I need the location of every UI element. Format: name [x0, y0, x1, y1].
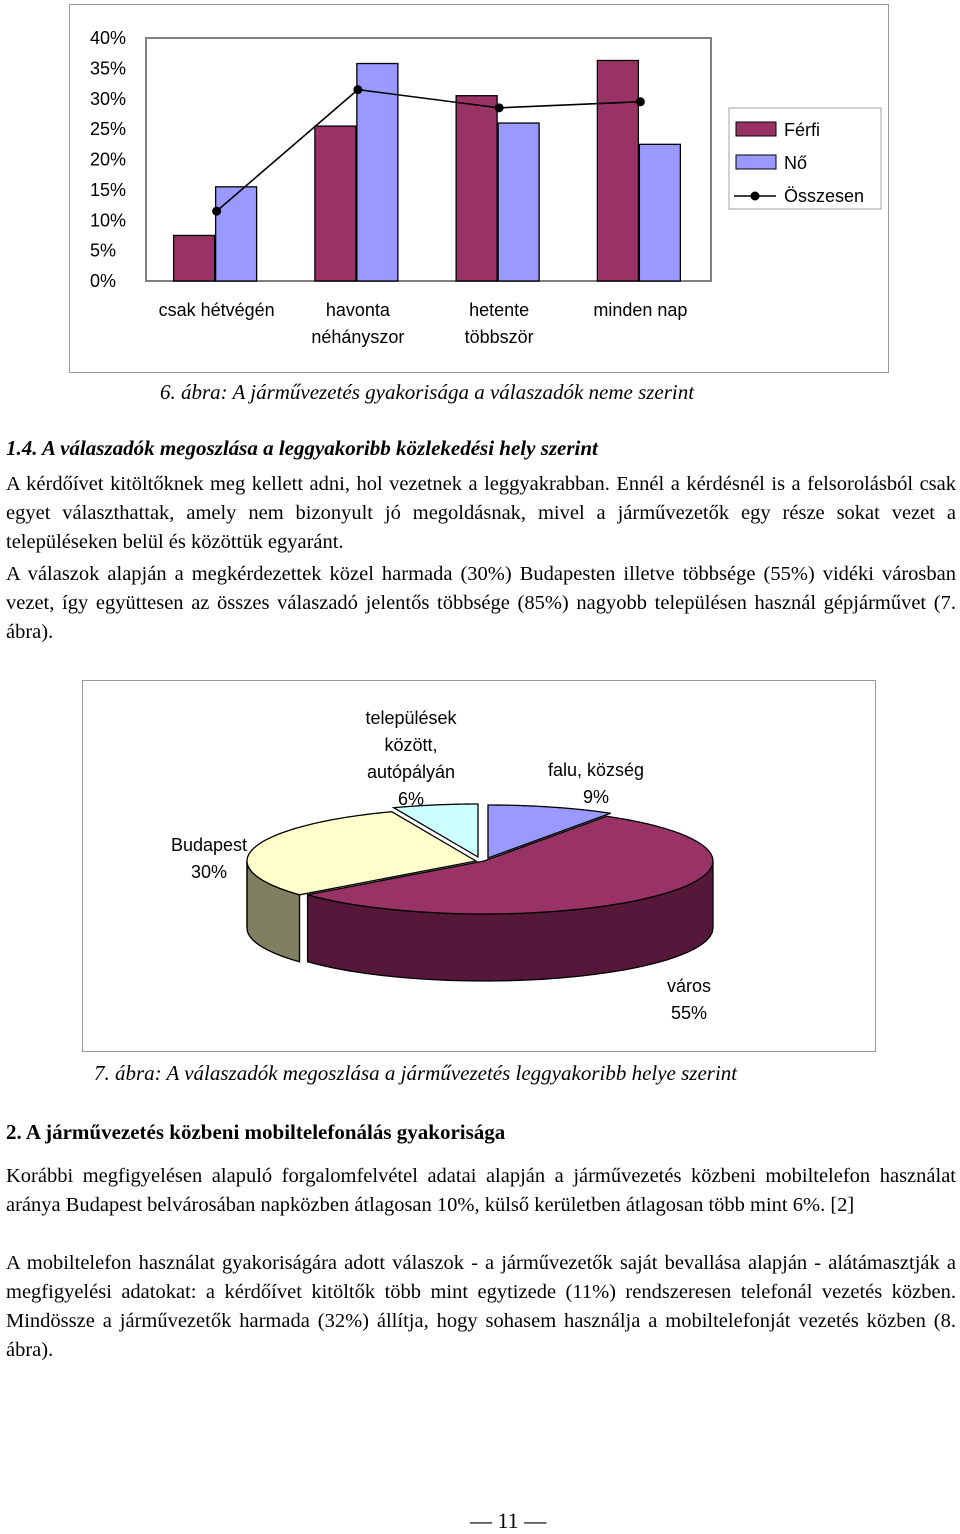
page-number [470, 1508, 546, 1534]
legend-label-Férfi: Férfi [784, 120, 820, 140]
x-category-label: havonta [325, 300, 390, 320]
y-tick-label: 40% [90, 28, 127, 48]
figure6-caption: 6. ábra: A járművezetés gyakorisága a válaszadók neme szerint [160, 380, 695, 404]
section-2-heading: 2. A járművezetés közbeni mobiltelefonálás gyakorisága [6, 1120, 506, 1144]
figure6-chart-frame [69, 4, 889, 373]
page-number-dash-left: — [470, 1508, 498, 1533]
legend-marker-Összesen [751, 192, 760, 201]
section-1-4-paragraph-1: A kérdőívet kitöltőknek meg kellett adni, hol vezetnek a leggyakrabban. Ennél a kérdésnél is a felsorolásból csak egyet választhattak, amely nem bizonyult jó megoldásnak, mivel a járművezetők egy része sokat vezet a településeken belül és közöttük egyaránt. [6, 473, 956, 553]
legend-swatch-Nő [736, 155, 776, 169]
pie-label: között, [384, 735, 438, 755]
bar-Férfi [174, 235, 215, 281]
y-tick-label: 30% [90, 88, 127, 109]
bar-Nő [216, 187, 257, 281]
x-category-label: csak hétvégén [158, 300, 275, 320]
pie-label: 55% [670, 1003, 708, 1023]
y-tick-label: 35% [90, 58, 127, 79]
pie-label: falu, község [547, 760, 645, 780]
y-tick-label: 25% [90, 119, 127, 140]
x-category-label: minden nap [593, 300, 688, 320]
x-category-label: hetente [469, 300, 530, 320]
page-number-dash-right: — [518, 1508, 547, 1533]
pie-label: autópályán [366, 762, 456, 782]
section-1-4-heading: 1.4. A válaszadók megoszlása a leggyakoribb közlekedési hely szerint [6, 436, 598, 460]
bar-Férfi [456, 96, 497, 281]
point-Összesen [353, 85, 362, 94]
bar-Nő [498, 123, 539, 281]
page-number-value: 11 [497, 1508, 519, 1533]
legend-label-Összesen: Összesen [784, 186, 865, 206]
pie-label: 6% [397, 789, 425, 809]
figure6-bar-chart [70, 5, 888, 372]
point-Összesen [636, 97, 645, 106]
bar-Nő [357, 64, 398, 281]
pie-label: város [666, 976, 712, 996]
pie-label: Budapest [170, 835, 248, 855]
y-tick-label: 5% [90, 240, 117, 261]
figure7-pie-chart [83, 681, 875, 1051]
figure7-chart-frame [82, 680, 876, 1052]
section-2-paragraph-2: A mobiltelefon használat gyakoriságára adott válaszok - a járművezetők saját bevallása alapján - alátámasztják a megfigyelési adatokat: a kérdőívet kitöltők több mint egytizede (11%) rendszeresen telefonál vezetés közben. Mindössze a járművezetők harmada (32%) állítja, hogy sohasem használja a mobiltelefonját vezetés közben (8. ábra). [6, 1252, 956, 1361]
y-tick-label: 20% [90, 149, 127, 170]
point-Összesen [495, 103, 504, 112]
point-Összesen [212, 207, 221, 216]
y-tick-label: 0% [90, 271, 117, 291]
pie-label: 9% [582, 787, 610, 807]
legend-swatch-Férfi [736, 122, 776, 136]
y-tick-label: 15% [90, 179, 127, 200]
figure7-caption: 7. ábra: A válaszadók megoszlása a járművezetés leggyakoribb helye szerint [94, 1061, 738, 1085]
section-2-paragraph-1: Korábbi megfigyelésen alapuló forgalomfelvétel adatai alapján a járművezetés közbeni mobiltelefon használat aránya Budapest belvárosában napközben átlagosan 10%, külső kerületben átlagosan több mint 6%. [2] [6, 1165, 956, 1216]
pie-label: 30% [190, 862, 228, 882]
x-category-label: néhányszor [311, 327, 405, 347]
section-1-4-paragraph-2: A válaszok alapján a megkérdezettek közel harmada (30%) Budapesten illetve többsége (55%) vidéki városban vezet, így együttesen az összes válaszadó jelentős többsége (85%) nagyobb településen használ gépjárművet (7. ábra). [6, 563, 956, 643]
pie-label: települések [365, 708, 457, 728]
bar-Nő [639, 144, 680, 281]
bar-Férfi [597, 60, 638, 281]
bar-Férfi [315, 126, 356, 281]
y-tick-label: 10% [90, 210, 127, 231]
legend-label-Nő: Nő [784, 153, 808, 173]
x-category-label: többször [464, 327, 534, 347]
